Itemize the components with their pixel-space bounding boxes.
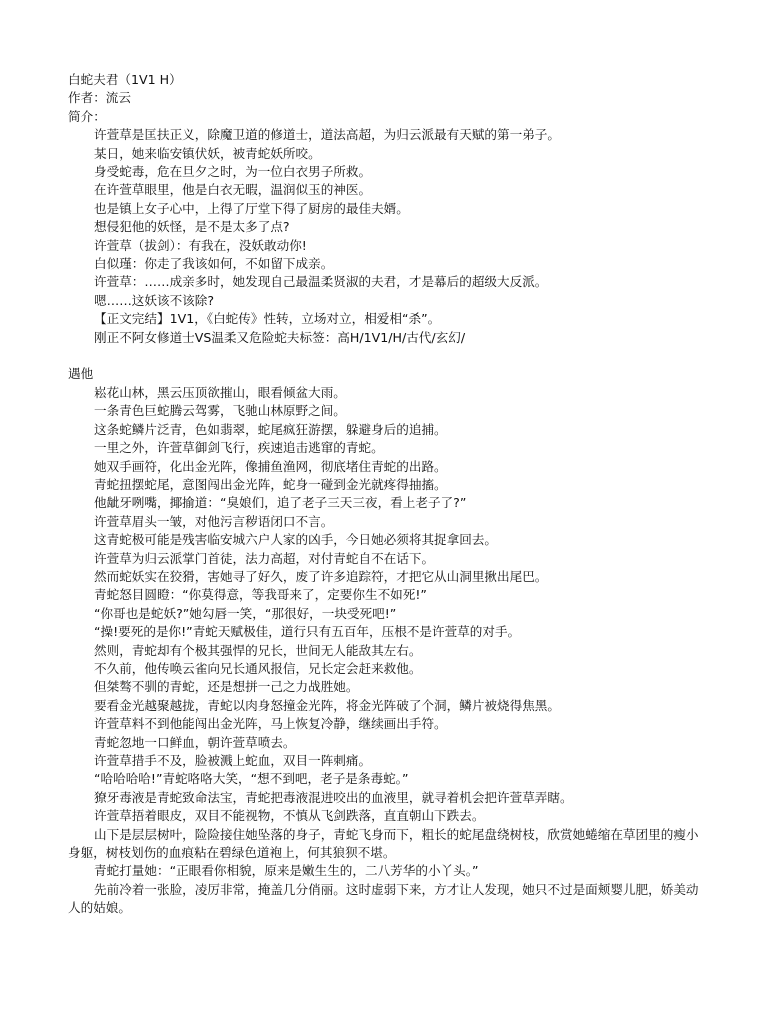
intro-paragraph: 刚正不阿女修道士VS温柔又危险蛇夫标签：高H/1V1/H/古代/玄幻/: [94, 329, 466, 345]
chapter-paragraph: 先前冷着一张脸，凌厉非常，掩盖几分俏丽。这时虚弱下来，方才让人发现，她只不过是面颊婴儿肥，娇美动人的姑娘。: [68, 881, 699, 916]
chapter-paragraph: 这青蛇极可能是残害临安城六户人家的凶手，今日她必须将其捉拿回去。: [94, 532, 497, 548]
chapter-paragraph: 青蛇扭摆蛇尾，意图闯出金光阵，蛇身一碰到金光就疼得抽搐。: [94, 476, 447, 492]
chapter-paragraph: 她双手画符，化出金光阵，像捕鱼渔网，彻底堵住青蛇的出路。: [94, 458, 447, 474]
chapter-paragraph: 山下是层层树叶，险险接住她坠落的身子，青蛇飞身而下，粗长的蛇尾盘绕树枝，欣赏她蜷缩在草团里的瘦小身躯，树枝划伤的血痕粘在碧绿色道袍上，何其狼狈不堪。: [68, 826, 699, 861]
section-spacer: [68, 347, 708, 365]
intro-paragraph: 许萱草是匡扶正义，除魔卫道的修道士，道法高超，为归云派最有天赋的第一弟子。: [94, 127, 560, 143]
chapter-paragraph: 不久前，他传唤云雀向兄长通风报信，兄长定会赶来救他。: [94, 660, 422, 676]
intro-paragraph: 许萱草：……成亲多时，她发现自己最温柔贤淑的夫君，才是幕后的超级大反派。: [94, 274, 548, 290]
intro-paragraph: 身受蛇毒，危在旦夕之时，为一位白衣男子所救。: [94, 164, 372, 180]
chapter-paragraph: 许萱草为归云派掌门首徒，法力高超，对付青蛇自不在话下。: [94, 550, 435, 566]
intro-paragraph: 【正文完结】1V1，《白蛇传》性转，立场对立，相爱相“杀”。: [94, 311, 441, 327]
intro-paragraph: 白似瑾：你走了我该如何，不如留下成亲。: [94, 256, 334, 272]
chapter-paragraph: 但桀骜不驯的青蛇，还是想拼一己之力战胜她。: [94, 679, 359, 695]
document-body: [68, 71, 708, 918]
chapter-paragraph: 这条蛇鳞片泛青，色如翡翠，蛇尾疯狂游摆，躲避身后的追捕。: [94, 421, 447, 437]
chapter-paragraph: 然而蛇妖实在狡猾，害她寻了好久，废了许多追踪符，才把它从山洞里揪出尾巴。: [94, 568, 548, 584]
chapter-paragraph: “你哥也是蛇妖?”她勾唇一笑，“那很好，一块受死吧!”: [94, 605, 397, 621]
intro-paragraph: 想侵犯他的妖怪，是不是太多了点?: [94, 219, 290, 235]
intro-paragraph: 嗯……这妖该不该除?: [94, 292, 215, 308]
intro-paragraph: 许萱草（拔剑）：有我在，没妖敢动你!: [94, 237, 307, 253]
chapter-paragraph: 青蛇忽地一口鲜血，朝许萱草喷去。: [94, 734, 296, 750]
chapter-title: 遇他: [68, 366, 94, 382]
chapter-paragraph: 一里之外，许萱草御剑飞行，疾速追击逃窜的青蛇。: [94, 440, 384, 456]
chapter-paragraph: 许萱草眉头一皱，对他污言秽语闭口不言。: [94, 513, 334, 529]
intro-paragraph: 在许萱草眼里，他是白衣无暇，温润似玉的神医。: [94, 182, 372, 198]
chapter-paragraph: 一条青色巨蛇腾云驾雾，飞驰山林原野之间。: [94, 403, 346, 419]
intro-paragraph: 也是镇上女子心中，上得了厅堂下得了厨房的最佳夫婿。: [94, 200, 409, 216]
chapter-paragraph: 崧花山林，黑云压顶欲摧山，眼看倾盆大雨。: [94, 384, 346, 400]
chapter-paragraph: 许萱草捂着眼皮，双目不能视物，不慎从飞剑跌落，直直朝山下跌去。: [94, 808, 485, 824]
intro-label: 简介：: [68, 108, 106, 124]
chapter-paragraph: 獠牙毒液是青蛇致命法宝，青蛇把毒液混进咬出的血液里，就寻着机会把许萱草弄瞎。: [94, 789, 573, 805]
author-line: 作者：流云: [68, 90, 131, 106]
chapter-paragraph: 许萱草料不到他能闯出金光阵，马上恢复冷静，继续画出手符。: [94, 716, 447, 732]
chapter-paragraph: 青蛇怒目圆瞪：“你莫得意，等我哥来了，定要你生不如死!”: [94, 587, 427, 603]
book-title: 白蛇夫君（1V1 H）: [68, 72, 182, 87]
chapter-paragraph: 要看金光越聚越拢，青蛇以肉身怒撞金光阵，将金光阵破了个洞，鳞片被烧得焦黑。: [94, 697, 560, 713]
chapter-paragraph: 他龇牙咧嘴，揶揄道：“臭娘们，追了老子三天三夜，看上老子了?”: [94, 495, 467, 511]
chapter-paragraph: 然则，青蛇却有个极其强悍的兄长，世间无人能敌其左右。: [94, 642, 422, 658]
chapter-paragraph: “操!要死的是你!”青蛇天赋极佳，道行只有五百年，压根不是许萱草的对手。: [94, 624, 521, 640]
chapter-paragraph: 青蛇打量她：“正眼看你相貌，原来是嫩生生的，二八芳华的小丫头。”: [94, 863, 479, 879]
chapter-paragraph: “哈哈哈哈!”青蛇咯咯大笑，“想不到吧，老子是条毒蛇。”: [94, 771, 409, 787]
intro-paragraph: 某日，她来临安镇伏妖，被青蛇妖所咬。: [94, 145, 321, 161]
chapter-paragraph: 许萱草措手不及，脸被溅上蛇血，双目一阵刺痛。: [94, 753, 372, 769]
